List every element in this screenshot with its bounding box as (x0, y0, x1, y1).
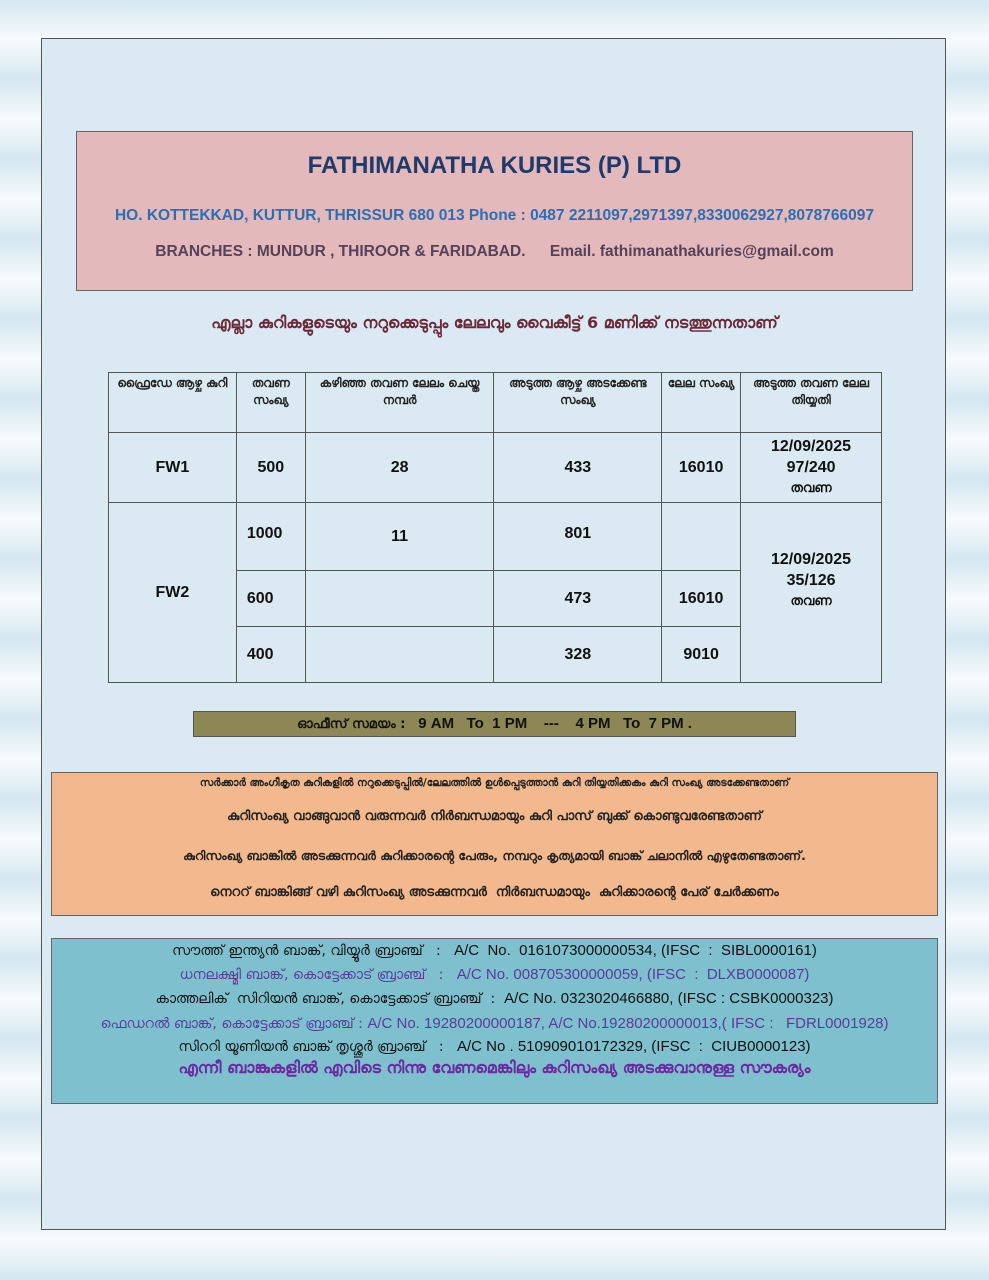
kuri-table (108, 372, 882, 683)
bank-name: സിററി യൂണിയൻ ബാങ്ക് തൃശ്ശൂർ ബ്രാഞ്ച് (178, 1039, 426, 1055)
bank-account-row (52, 990, 937, 1007)
date-text: 12/09/2025 (771, 551, 852, 568)
bank-name: സൗത്ത് ഇന്ത്യൻ ബാങ്ക്, വിയ്യൂർ ബ്രാഞ്ച് (172, 943, 423, 959)
column-header: കഴിഞ്ഞ തവണ ലേലം ചെയ്ത നമ്പർ (305, 373, 494, 433)
next-payment-cell: 433 (494, 433, 662, 503)
bank-separator: : (481, 991, 505, 1007)
email-text: Email. fathimanathakuries@gmail.com (549, 243, 834, 260)
column-header: തവണ സംഖ്യ (236, 373, 305, 433)
bank-separator: : (353, 1016, 368, 1032)
bank-name: ധനലക്ഷ്മി ബാങ്ക്, കൊട്ടേക്കാട് ബ്രാഞ്ച് (179, 967, 426, 983)
bank-account-row (52, 942, 937, 959)
auction-amount-cell: 9010 (662, 627, 741, 683)
date-text: 12/09/2025 (771, 438, 852, 455)
amount-cell: 500 (236, 433, 305, 503)
banks-footer: എന്നീ ബാങ്കുകളിൽ എവിടെ നിന്നു വേണമെങ്കിലും കുറിസംഖ്യ അടക്കുവാനുള്ള സൗകര്യം (178, 1058, 811, 1077)
instalment-text: 97/240 (786, 459, 836, 476)
bank-name: ഫെഡറൽ ബാങ്ക്, കൊട്ടേക്കാട് ബ്രാഞ്ച് (100, 1016, 354, 1032)
rule-text: നെററ് ബാങ്കിങ്ങ് വഴി കുറിസംഖ്യ അടക്കുന്നവർ നിർബന്ധമായും കുറിക്കാരന്റെ പേര് ചേർക്കണം (210, 885, 779, 900)
amount-cell: 600 (236, 571, 305, 627)
company-address: HO. KOTTEKKAD, KUTTUR, THRISSUR 680 013 Phone : 0487 2211097,2971397,8330062927,8078766097 (114, 207, 875, 224)
kuri-name-cell: FW1 (109, 433, 237, 503)
bank-name: കാത്തലിക് സിറിയൻ ബാങ്ക്, കൊട്ടേക്കാട് ബ്രാഞ്ച് (155, 991, 482, 1007)
bank-account-number: A/C No . 510909010172329, (IFSC : CIUB0000123) (456, 1038, 811, 1055)
bank-accounts-box (51, 938, 938, 1104)
column-header: ലേല സംഖ്യ (662, 373, 741, 433)
instalment-word: തവണ (790, 594, 832, 609)
amount-cell: 1000 (236, 503, 305, 571)
bank-separator: : (425, 967, 457, 983)
company-name: FATHIMANATHA KURIES (P) LTD (307, 152, 682, 179)
instalment-text: 35/126 (786, 572, 836, 589)
last-number-cell: 11 (305, 503, 494, 571)
auction-amount-cell: 16010 (662, 433, 741, 503)
next-payment-cell: 473 (494, 571, 662, 627)
table-header-row (109, 373, 882, 433)
rule-text: സർക്കാർ അംഗീകൃത കുറികളിൽ നറുക്കെടുപ്പിൽ/ലേലത്തിൽ ഉൾപ്പെടുത്താൻ കുറി തിയ്യതിക്കകം കുറി സംഖ്യ അടക്കേണ്ടതാണ് (199, 777, 790, 789)
office-hours-label: ഓഫീസ് സമയം : (297, 717, 406, 732)
column-header: അടുത്ത തവണ ലേല തിയ്യതി (741, 373, 882, 433)
next-date-cell (741, 433, 882, 503)
bank-account-number: A/C No. 19280200000187, A/C No.19280200000013,( IFSC : FDRL0001928) (367, 1015, 889, 1032)
auction-notice: എല്ലാ കുറികളുടെയും നറുക്കെടുപ്പും ലേലവും വൈകീട്ട് 6 മണിക്ക് നടത്തുന്നതാണ് (211, 313, 778, 332)
column-header: ഫ്രൈഡേ ആഴ്ച കുറി (109, 373, 237, 433)
bank-separator: : (422, 943, 455, 959)
bank-account-number: A/C No. 0323020466880, (IFSC : CSBK0000323) (504, 990, 834, 1007)
amount-cell: 400 (236, 627, 305, 683)
bank-account-row (52, 966, 937, 983)
table-row (109, 433, 882, 503)
last-number-cell (305, 627, 494, 683)
column-header: അടുത്ത ആഴ്ച അടക്കേണ്ട സംഖ്യ (494, 373, 662, 433)
next-payment-cell: 801 (494, 503, 662, 571)
bank-separator: : (425, 1039, 457, 1055)
bank-account-number: A/C No. 0161073000000534, (IFSC : SIBL0000161) (454, 942, 817, 959)
kuri-name-cell: FW2 (109, 503, 237, 683)
office-hours-time: 9 AM To 1 PM --- 4 PM To 7 PM . (418, 715, 692, 732)
auction-amount-cell (662, 503, 741, 571)
rules-box (51, 772, 938, 916)
auction-amount-cell: 16010 (662, 571, 741, 627)
bank-account-row (52, 1038, 937, 1055)
rule-text: കുറിസംഖ്യ ബാങ്കിൽ അടക്കുന്നവർ കുറിക്കാരന്റെ പേരും, നമ്പറും കൃത്യമായി ബാങ്ക് ചലാനിൽ എഴുതേണ്ടതാണ്. (183, 848, 806, 863)
company-header (76, 131, 913, 291)
office-hours-bar (193, 711, 796, 737)
next-payment-cell: 328 (494, 627, 662, 683)
next-date-cell (741, 503, 882, 683)
branches-text: BRANCHES : MUNDUR , THIROOR & FARIDABAD. (155, 243, 526, 260)
bank-account-row (52, 1015, 937, 1032)
bank-account-number: A/C No. 008705300000059, (IFSC : DLXB0000087) (456, 966, 810, 983)
last-number-cell (305, 571, 494, 627)
table-row (109, 503, 882, 571)
branches-line (77, 243, 912, 261)
rule-text: കുറിസംഖ്യ വാങ്ങുവാൻ വരുന്നവർ നിർബന്ധമായും കുറി പാസ് ബുക്ക് കൊണ്ടുവരേണ്ടതാണ് (227, 809, 762, 824)
instalment-word: തവണ (790, 481, 832, 496)
last-number-cell: 28 (305, 433, 494, 503)
